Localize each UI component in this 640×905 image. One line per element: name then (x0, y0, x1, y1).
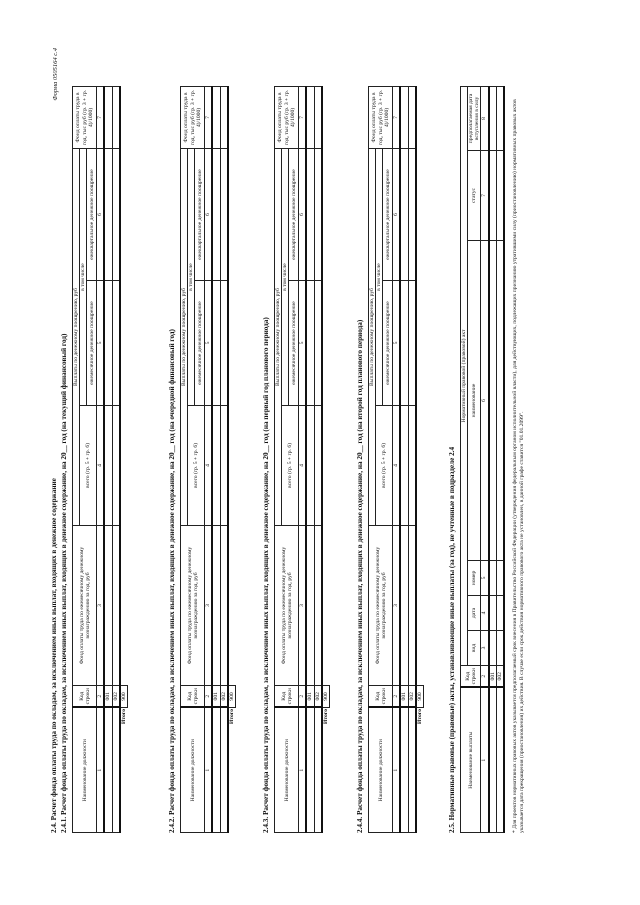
row-code: 001 (212, 686, 220, 708)
col-total-header: всего (гр. 5 + гр. 6) (282, 406, 299, 526)
total-row (228, 87, 236, 833)
total-code: 900 (228, 686, 236, 708)
section-title: 2.4.1. Расчет фонда оплаты труда по окладам, за исключением иных выплат, входящих в денежное содержание, на 20__ год (на текущий финансовый год) (60, 333, 68, 833)
col-fund-header: Фонд оплаты труда в год, тыс руб (гр. 3 + гр. 4)/1000) (369, 87, 393, 149)
col-number: 4 (97, 406, 105, 526)
col-monthly-header: Фонд оплаты труда по ежемесячному денежному вознаграждению за год, руб (275, 526, 299, 686)
col-number: 3 (481, 631, 489, 666)
position-cell[interactable] (112, 708, 120, 833)
payment-name-cell[interactable] (489, 688, 497, 833)
total-code: 900 (416, 686, 424, 708)
col-code-header: Код строки (369, 686, 393, 708)
col-code-header: Код строки (73, 686, 97, 708)
section-title: 2.4.3. Расчет фонда оплаты труда по окладам, за исключением иных выплат, входящих в денежное содержание, на 20__ год (на первый год планового периода) (262, 317, 270, 833)
row-code: 002 (314, 686, 322, 708)
col-quarterly-bonus-header: ежеквартальное денежное поощрение (195, 149, 205, 281)
table-row (314, 87, 322, 833)
col-number: 6 (299, 149, 307, 281)
col-number: 7 (97, 87, 105, 149)
col-code-header: Код строки (181, 686, 205, 708)
position-cell[interactable] (314, 708, 322, 833)
total-row (416, 87, 424, 833)
total-code: 900 (322, 686, 330, 708)
in-that-header: в том числе (376, 149, 383, 406)
section-title: 2.4.2. Расчет фонда оплаты труда по окладам, за исключением иных выплат, входящих в денежное содержание, на 20__ год (на очередной финансовый год) (168, 329, 176, 833)
col-number: 5 (299, 281, 307, 406)
col-number: 2 (205, 686, 213, 708)
col-quarterly-bonus-header: ежеквартальное денежное поощрение (383, 149, 393, 281)
col-name-header: Наименование выплаты (461, 688, 481, 833)
col-number: 5 (393, 281, 401, 406)
col-number: 1 (299, 708, 307, 833)
col-number: 4 (393, 406, 401, 526)
col-number: 7 (481, 151, 489, 241)
col-enforce-date-header: предполагаемая дата вступления в силу (468, 86, 481, 150)
main-heading: 2.4. Расчет фонда оплаты труда по окладам, за исключением иных выплат, входящих в денежное содержание (50, 478, 58, 833)
col-kind-header: вид (468, 631, 481, 666)
col-title-header: наименование (468, 241, 481, 561)
position-cell[interactable] (220, 708, 228, 833)
ofot-table-2 (180, 86, 236, 833)
group-bonus-header: Выплаты по денежному поощрению, руб (275, 149, 282, 526)
col-number: 6 (205, 149, 213, 281)
col-position-header: Наименование должности (181, 708, 205, 833)
col-quarterly-bonus-header: ежеквартальное денежное поощрение (87, 149, 97, 281)
col-quarterly-bonus-header: ежеквартальное денежное поощрение (289, 149, 299, 281)
total-label: Итого (228, 709, 235, 725)
section-title: 2.5. Нормативные правовые (правовые) акты, устанавливающие иные выплаты (за год), не учтенные в подразделе 2.4 (448, 446, 456, 833)
col-number: 5 (481, 561, 489, 596)
ofot-table-4 (368, 86, 424, 833)
in-that-header: в том числе (80, 149, 87, 406)
col-number: 1 (97, 708, 105, 833)
position-cell[interactable] (104, 708, 112, 833)
footnote: * Для проектов нормативных правовых актов указывается предполагаемый срок внесения в Правительство Российской Федерации (утверждения федеральным органом исполнительной власти), для действующих, подлежащих признанию утратившими силу (приостановлению) нормативных правовых актов указывается дата прекращения (приостановления) их действия. В случае если срок действия нормативного правового акта не установлен, в данной графе ставится "01.01.2099". (512, 99, 525, 833)
total-code: 900 (120, 686, 128, 708)
col-total-header: всего (гр. 5 + гр. 6) (80, 406, 97, 526)
col-total-header: всего (гр. 5 + гр. 6) (376, 406, 393, 526)
col-number: 5 (205, 281, 213, 406)
row-code: 001 (489, 666, 497, 688)
table-row (400, 87, 408, 833)
group-bonus-header: Выплаты по денежному поощрению, руб (369, 149, 376, 526)
in-that-header: в том числе (188, 149, 195, 406)
table-row (212, 87, 220, 833)
col-number: 2 (299, 686, 307, 708)
col-number: 4 (205, 406, 213, 526)
table-row (489, 86, 497, 832)
position-cell[interactable] (212, 708, 220, 833)
total-label: Итого (120, 709, 127, 725)
col-position-header: Наименование должности (73, 708, 97, 833)
col-number: 4 (299, 406, 307, 526)
total-label: Итого (322, 709, 329, 725)
col-number: 6 (97, 149, 105, 281)
col-monthly-bonus-header: ежемесячное денежное поощрение (87, 281, 97, 406)
col-number: 3 (299, 526, 307, 686)
row-code: 001 (400, 686, 408, 708)
row-code: 002 (496, 666, 504, 688)
col-monthly-bonus-header: ежемесячное денежное поощрение (289, 281, 299, 406)
col-number: 3 (393, 526, 401, 686)
col-number: 7 (299, 87, 307, 149)
col-number: 2 (97, 686, 105, 708)
row-code: 001 (306, 686, 314, 708)
acts-table (460, 86, 505, 833)
row-code: 002 (220, 686, 228, 708)
col-position-header: Наименование должности (369, 708, 393, 833)
col-number: 1 (205, 708, 213, 833)
col-total-header: всего (гр. 5 + гр. 6) (188, 406, 205, 526)
col-number: 5 (97, 281, 105, 406)
col-number: 2 (393, 686, 401, 708)
col-number: 6 (481, 241, 489, 561)
position-cell[interactable] (408, 708, 416, 833)
col-number: 3 (205, 526, 213, 686)
total-row (120, 87, 128, 833)
col-number: 1 (393, 708, 401, 833)
col-position-header: Наименование должности (275, 708, 299, 833)
col-number: 6 (393, 149, 401, 281)
section-title: 2.4.4. Расчет фонда оплаты труда по окладам, за исключением иных выплат, входящих в денежное содержание, на 20__ год (на второй год планового периода) (356, 319, 364, 833)
in-that-header: в том числе (282, 149, 289, 406)
col-number: 8 (481, 86, 489, 150)
row-code: 002 (112, 686, 120, 708)
col-monthly-header: Фонд оплаты труда по ежемесячному денежному вознаграждению за год, руб (181, 526, 205, 686)
col-code-header: Код строки (461, 666, 481, 688)
col-fund-header: Фонд оплаты труда в год, тыс руб (гр. 3 + гр. 4)/1000) (275, 87, 299, 149)
table-row (112, 87, 120, 833)
total-row (322, 87, 330, 833)
col-fund-header: Фонд оплаты труда в год, тыс руб (гр. 3 + гр. 4)/1000) (73, 87, 97, 149)
ofot-table-3 (274, 86, 330, 833)
payment-name-cell[interactable] (496, 688, 504, 833)
table-row (104, 87, 112, 833)
total-label: Итого (416, 709, 423, 725)
row-code: 002 (408, 686, 416, 708)
col-fund-header: Фонд оплаты труда в год, тыс руб (гр. 3 + гр. 4)/1000) (181, 87, 205, 149)
table-row (220, 87, 228, 833)
col-number: 1 (481, 688, 489, 833)
col-number-header: номер (468, 561, 481, 596)
col-number: 7 (205, 87, 213, 149)
position-cell[interactable] (306, 708, 314, 833)
col-monthly-bonus-header: ежемесячное денежное поощрение (383, 281, 393, 406)
col-monthly-header: Фонд оплаты труда по ежемесячному денежному вознаграждению за год, руб (73, 526, 97, 686)
row-code: 001 (104, 686, 112, 708)
col-monthly-bonus-header: ежемесячное денежное поощрение (195, 281, 205, 406)
group-act-header: Нормативный правовой (правовой) акт (461, 86, 468, 665)
col-monthly-header: Фонд оплаты труда по ежемесячному денежному вознаграждению за год, руб (369, 526, 393, 686)
col-status-header: статус (468, 151, 481, 241)
table-row (306, 87, 314, 833)
form-number: Форма 0505164 с.4 (52, 48, 59, 101)
position-cell[interactable] (400, 708, 408, 833)
col-number: 2 (481, 666, 489, 688)
col-date-header: дата (468, 596, 481, 631)
group-bonus-header: Выплаты по денежному поощрению, руб (181, 149, 188, 526)
col-code-header: Код строки (275, 686, 299, 708)
ofot-table-1 (72, 86, 128, 833)
col-number: 3 (97, 526, 105, 686)
col-number: 7 (393, 87, 401, 149)
table-row (496, 86, 504, 832)
col-number: 4 (481, 596, 489, 631)
table-row (408, 87, 416, 833)
group-bonus-header: Выплаты по денежному поощрению, руб (73, 149, 80, 526)
